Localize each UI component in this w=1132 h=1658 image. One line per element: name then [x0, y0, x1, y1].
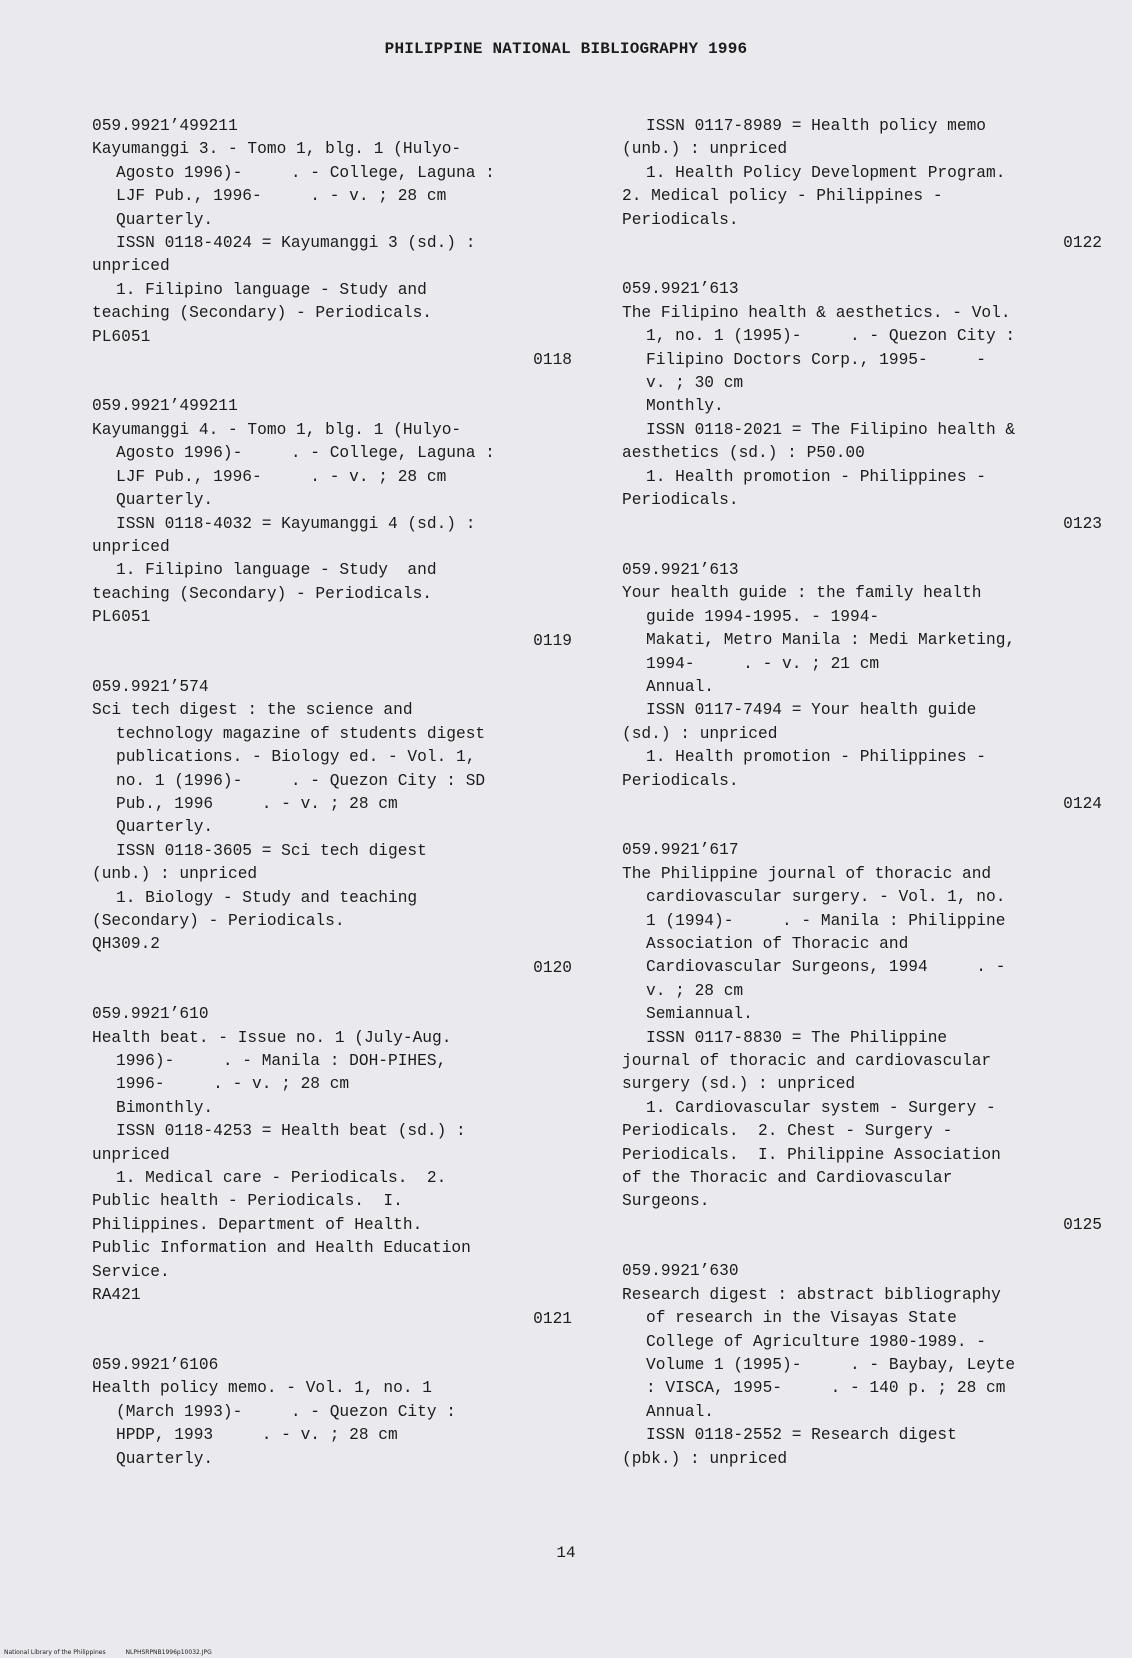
entry-line: technology magazine of students digest	[116, 724, 486, 743]
entry-line: Quarterly.	[116, 210, 214, 229]
entry-line: teaching (Secondary) - Periodicals.	[92, 584, 432, 603]
bibliographic-entry	[92, 395, 572, 675]
entry-line: 1. Medical care - Periodicals. 2.	[116, 1169, 447, 1188]
bibliographic-entry	[92, 115, 572, 395]
bibliographic-entry	[622, 278, 1102, 558]
entry-line: Association of Thoracic and	[646, 935, 909, 953]
entry-line: ISSN 0117-8989 = Health policy memo	[646, 117, 986, 135]
right-column	[622, 115, 1102, 1471]
entry-spacer	[92, 1331, 572, 1354]
entry-line: Filipino Doctors Corp., 1995- -	[646, 350, 986, 369]
entry-spacer	[92, 653, 572, 676]
footer-institution: National Library of the Philippines	[4, 1649, 106, 1656]
entry-line: LJF Pub., 1996- . - v. ; 28 cm	[116, 467, 447, 486]
entry-line: 059.9921’613	[622, 280, 739, 299]
bibliographic-entry	[622, 1260, 1102, 1471]
entry-line: Makati, Metro Manila : Medi Marketing,	[646, 631, 1016, 650]
entry-line: 059.9921’613	[622, 560, 739, 579]
entry-line: unpriced	[92, 257, 170, 276]
entry-line: Public health - Periodicals. I.	[92, 1192, 403, 1211]
entry-line: HPDP, 1993 . - v. ; 28 cm	[116, 1426, 398, 1445]
entry-number: 0122	[1063, 234, 1102, 253]
entry-line: ISSN 0118-4032 = Kayumanggi 4 (sd.) :	[116, 514, 476, 533]
entry-line: Quarterly.	[116, 1449, 214, 1468]
entry-line: The Filipino health & aesthetics. - Vol.	[622, 303, 1011, 322]
entry-line: Kayumanggi 3. - Tomo 1, blg. 1 (Hulyo-	[92, 140, 462, 159]
entry-line: Service.	[92, 1262, 170, 1281]
entry-line: unpriced	[92, 537, 170, 556]
entry-line: ISSN 0118-4024 = Kayumanggi 3 (sd.) :	[116, 234, 476, 253]
entry-line: Annual.	[646, 677, 714, 696]
entry-line: Philippines. Department of Health.	[92, 1215, 423, 1234]
entry-line: Periodicals.	[622, 491, 739, 510]
entry-line: : VISCA, 1995- . - 140 p. ; 28 cm	[646, 1379, 1006, 1398]
entry-line: Sci tech digest : the science and	[92, 701, 413, 720]
entry-line: (March 1993)- . - Quezon City :	[116, 1402, 456, 1421]
bibliographic-entry	[92, 676, 572, 1003]
entry-line: 1, no. 1 (1995)- . - Quezon City :	[646, 327, 1016, 346]
entry-line: Your health guide : the family health	[622, 584, 982, 603]
entry-line: Bimonthly.	[116, 1098, 214, 1117]
entry-line: ISSN 0118-4253 = Health beat (sd.) :	[116, 1122, 466, 1141]
entry-line: PL6051	[92, 608, 151, 627]
entry-line: Periodicals. 2. Chest - Surgery -	[622, 1122, 953, 1141]
entry-line: (pbk.) : unpriced	[622, 1449, 788, 1468]
entry-line: of research in the Visayas State	[646, 1309, 957, 1328]
entry-line: Health beat. - Issue no. 1 (July-Aug.	[92, 1028, 452, 1047]
entry-line: (sd.) : unpriced	[622, 724, 778, 743]
entry-number: 0120	[533, 958, 572, 977]
entry-line: 059.9921’630	[622, 1262, 739, 1281]
scan-footer	[4, 1649, 230, 1656]
entry-line: v. ; 30 cm	[646, 374, 744, 393]
entry-line: College of Agriculture 1980-1989. -	[646, 1332, 986, 1351]
entry-line: unpriced	[92, 1145, 170, 1164]
entry-line: v. ; 28 cm	[646, 981, 744, 1000]
entry-line: 1. Health promotion - Philippines -	[646, 748, 986, 767]
entry-line: Surgeons.	[622, 1192, 710, 1211]
entry-line: 059.9921’6106	[92, 1355, 219, 1374]
entry-line: 1. Health promotion - Philippines -	[646, 467, 986, 486]
entry-line: 059.9921’499211	[92, 397, 238, 416]
entry-line: LJF Pub., 1996- . - v. ; 28 cm	[116, 187, 447, 206]
entry-line: aesthetics (sd.) : P50.00	[622, 444, 865, 463]
bibliographic-entry	[622, 115, 1102, 278]
entry-line: ISSN 0118-3605 = Sci tech digest	[116, 841, 427, 860]
entry-line: cardiovascular surgery. - Vol. 1, no.	[646, 888, 1006, 907]
entry-line: 1. Cardiovascular system - Surgery -	[646, 1098, 996, 1117]
entry-line: 1. Filipino language - Study and	[116, 280, 427, 299]
entry-spacer	[92, 372, 572, 395]
entry-line: 059.9921’499211	[92, 117, 238, 135]
entry-line: (unb.) : unpriced	[622, 140, 788, 159]
entry-number: 0119	[533, 631, 572, 650]
entry-line: (Secondary) - Periodicals.	[92, 912, 345, 930]
entry-line: QH309.2	[92, 935, 160, 954]
entry-line: Kayumanggi 4. - Tomo 1, blg. 1 (Hulyo-	[92, 420, 462, 439]
entry-spacer	[622, 536, 1102, 559]
entry-line: Quarterly.	[116, 491, 214, 510]
entry-line: Research digest : abstract bibliography	[622, 1285, 1001, 1304]
entry-line: 059.9921’610	[92, 1005, 209, 1024]
entry-line: Annual.	[646, 1402, 714, 1421]
entry-line: of the Thoracic and Cardiovascular	[622, 1169, 953, 1188]
entry-number: 0124	[1063, 794, 1102, 813]
entry-line: Pub., 1996 . - v. ; 28 cm	[116, 794, 398, 813]
entry-line: surgery (sd.) : unpriced	[622, 1075, 856, 1094]
entry-line: The Philippine journal of thoracic and	[622, 864, 992, 883]
entry-line: teaching (Secondary) - Periodicals.	[92, 304, 432, 323]
entry-line: publications. - Biology ed. - Vol. 1,	[116, 748, 476, 767]
entry-line: ISSN 0118-2552 = Research digest	[646, 1426, 957, 1445]
entry-line: 1996)- . - Manila : DOH-PIHES,	[116, 1052, 447, 1071]
entry-line: Periodicals. I. Philippine Association	[622, 1145, 1001, 1164]
page-header: PHILIPPINE NATIONAL BIBLIOGRAPHY 1996	[384, 40, 748, 58]
entry-line: Monthly.	[646, 397, 724, 416]
entry-line: Health policy memo. - Vol. 1, no. 1	[92, 1379, 432, 1398]
entry-line: RA421	[92, 1286, 141, 1305]
entry-spacer	[622, 255, 1102, 278]
entry-spacer	[622, 1237, 1102, 1260]
entry-line: 1994- . - v. ; 21 cm	[646, 654, 880, 673]
entry-line: Agosto 1996)- . - College, Laguna :	[116, 163, 495, 182]
entry-line: Semiannual.	[646, 1005, 753, 1024]
entry-line: ISSN 0118-2021 = The Filipino health &	[646, 420, 1016, 439]
entry-line: Public Information and Health Education	[92, 1239, 471, 1258]
bibliographic-entry	[622, 839, 1102, 1260]
bibliographic-entry	[622, 559, 1102, 839]
entry-line: 1. Health Policy Development Program.	[646, 163, 1006, 182]
entry-number: 0118	[533, 351, 572, 370]
entry-line: Agosto 1996)- . - College, Laguna :	[116, 444, 495, 463]
entry-line: ISSN 0117-7494 = Your health guide	[646, 701, 977, 720]
entry-line: no. 1 (1996)- . - Quezon City : SD	[116, 771, 486, 790]
entry-number: 0123	[1063, 514, 1102, 533]
entry-line: 1. Biology - Study and teaching	[116, 888, 418, 907]
entry-line: Periodicals.	[622, 210, 739, 229]
footer-file: NLPHSRPNB1996p10032.JPG	[125, 1649, 212, 1656]
entry-number: 0125	[1063, 1215, 1102, 1234]
entry-line: 1 (1994)- . - Manila : Philippine	[646, 911, 1006, 930]
entry-spacer	[92, 980, 572, 1003]
entry-line: 059.9921’617	[622, 841, 739, 860]
entry-number: 0121	[533, 1309, 572, 1328]
entry-line: 059.9921’574	[92, 677, 209, 696]
left-column	[92, 115, 572, 1471]
page-number: 14	[556, 1544, 576, 1562]
entry-line: 1. Filipino language - Study and	[116, 561, 437, 580]
entry-line: 2. Medical policy - Philippines -	[622, 187, 943, 206]
entry-line: Volume 1 (1995)- . - Baybay, Leyte	[646, 1355, 1016, 1374]
bibliographic-entry	[92, 1354, 572, 1471]
entry-line: Quarterly.	[116, 818, 214, 837]
entry-line: journal of thoracic and cardiovascular	[622, 1052, 992, 1071]
entry-line: ISSN 0117-8830 = The Philippine	[646, 1028, 948, 1047]
entry-line: 1996- . - v. ; 28 cm	[116, 1075, 350, 1094]
bibliographic-entry	[92, 1003, 572, 1354]
entry-line: Periodicals.	[622, 771, 739, 790]
entry-line: PL6051	[92, 327, 151, 346]
entry-line: (unb.) : unpriced	[92, 865, 258, 884]
entry-line: Cardiovascular Surgeons, 1994 . -	[646, 958, 1006, 977]
entry-spacer	[622, 816, 1102, 839]
entry-line: guide 1994-1995. - 1994-	[646, 607, 880, 626]
